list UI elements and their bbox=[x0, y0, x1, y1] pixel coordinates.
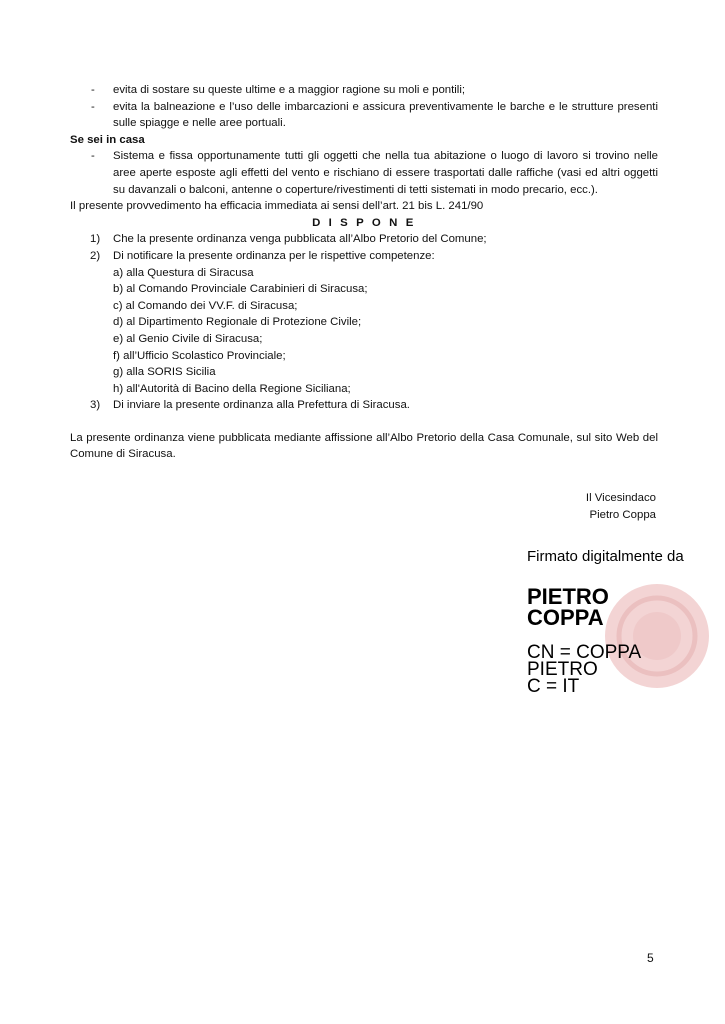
recipient-item: d) al Dipartimento Regionale di Protezione Civile; bbox=[113, 316, 362, 329]
dispone-list bbox=[70, 231, 658, 414]
section-title-home: Se sei in casa bbox=[70, 133, 145, 146]
list-item bbox=[70, 231, 658, 248]
signer-role: Il Vicesindaco bbox=[585, 492, 656, 504]
bullet-text: evita la balneazione e l’uso delle imbarcazioni e assicura preventivamente le barche e le strutture presenti sulle spiagge e nelle aree portuali. bbox=[113, 100, 658, 130]
efficacy-paragraph: Il presente provvedimento ha efficacia immediata ai sensi dell’art. 21 bis L. 241/90 bbox=[70, 200, 484, 213]
recipient-item: c) al Comando dei VV.F. di Siracusa; bbox=[113, 299, 298, 312]
document-body bbox=[70, 82, 658, 463]
signature-header: Firmato digitalmente da bbox=[527, 548, 684, 565]
dispone-title: D I S P O N E bbox=[312, 216, 416, 229]
signer-name: Pietro Coppa bbox=[589, 508, 656, 521]
item-number: 2) bbox=[90, 249, 101, 262]
signature-cn-line: C = IT bbox=[527, 676, 580, 697]
bullet-text: Sistema e fissa opportunamente tutti gli oggetti che nella tua abitazione o luogo di lavoro si trovino nelle aree aperte esposte agli effetti del vento e rischiano di essere trasportati dalle raffiche (vasi ed altri oggetti su davanzali o balconi, antenne o coperture/rivestimenti di tetti sistemati in modo precario, ecc.). bbox=[113, 150, 658, 196]
recipient-item: b) al Comando Provinciale Carabinieri di Siracusa; bbox=[113, 283, 368, 296]
signature-text bbox=[527, 548, 684, 695]
signature-cn-line: PIETRO bbox=[527, 659, 598, 680]
closing-paragraph: La presente ordinanza viene pubblicata mediante affissione all’Albo Pretorio della Casa Comunale, sul sito Web del Comune di Siracusa. bbox=[70, 431, 658, 461]
recipient-item: a) alla Questura di Siracusa bbox=[113, 266, 254, 279]
item-text: Di notificare la presente ordinanza per le rispettive competenze: bbox=[113, 249, 435, 262]
bullet-dash: - bbox=[91, 84, 95, 96]
signature-name-line: PIETRO bbox=[527, 584, 609, 609]
bullet-text: evita di sostare su queste ultime e a maggior ragione su moli e pontili; bbox=[113, 84, 466, 96]
list-item bbox=[70, 148, 658, 198]
recipient-item: g) alla SORIS Sicilia bbox=[113, 366, 216, 379]
signature-cn bbox=[527, 644, 684, 695]
list-item bbox=[70, 82, 658, 99]
recipient-item: e) al Genio Civile di Siracusa; bbox=[113, 332, 263, 345]
bullet-list-outdoor bbox=[70, 82, 658, 132]
recipient-item: f) all’Ufficio Scolastico Provinciale; bbox=[113, 349, 286, 362]
digital-signature-stamp bbox=[527, 548, 717, 708]
signature-cn-line: CN = COPPA bbox=[527, 642, 642, 663]
item-text: Di inviare la presente ordinanza alla Prefettura di Siracusa. bbox=[113, 399, 410, 412]
list-item bbox=[70, 99, 658, 132]
item-number: 1) bbox=[90, 233, 101, 246]
recipients-list bbox=[113, 265, 658, 398]
item-number: 3) bbox=[90, 399, 101, 412]
page-number: 5 bbox=[647, 951, 654, 965]
bullet-dash: - bbox=[91, 150, 95, 163]
list-item bbox=[70, 248, 658, 397]
item-text: Che la presente ordinanza venga pubblicata all’Albo Pretorio del Comune; bbox=[113, 233, 487, 246]
recipient-item: h) all'Autorità di Bacino della Regione Siciliana; bbox=[113, 382, 351, 395]
signature-name bbox=[527, 586, 684, 628]
signature-name-line: COPPA bbox=[527, 605, 604, 630]
bullet-list-home bbox=[70, 148, 658, 198]
bullet-dash: - bbox=[91, 100, 95, 113]
list-item bbox=[70, 397, 658, 414]
signer-block bbox=[586, 490, 656, 523]
